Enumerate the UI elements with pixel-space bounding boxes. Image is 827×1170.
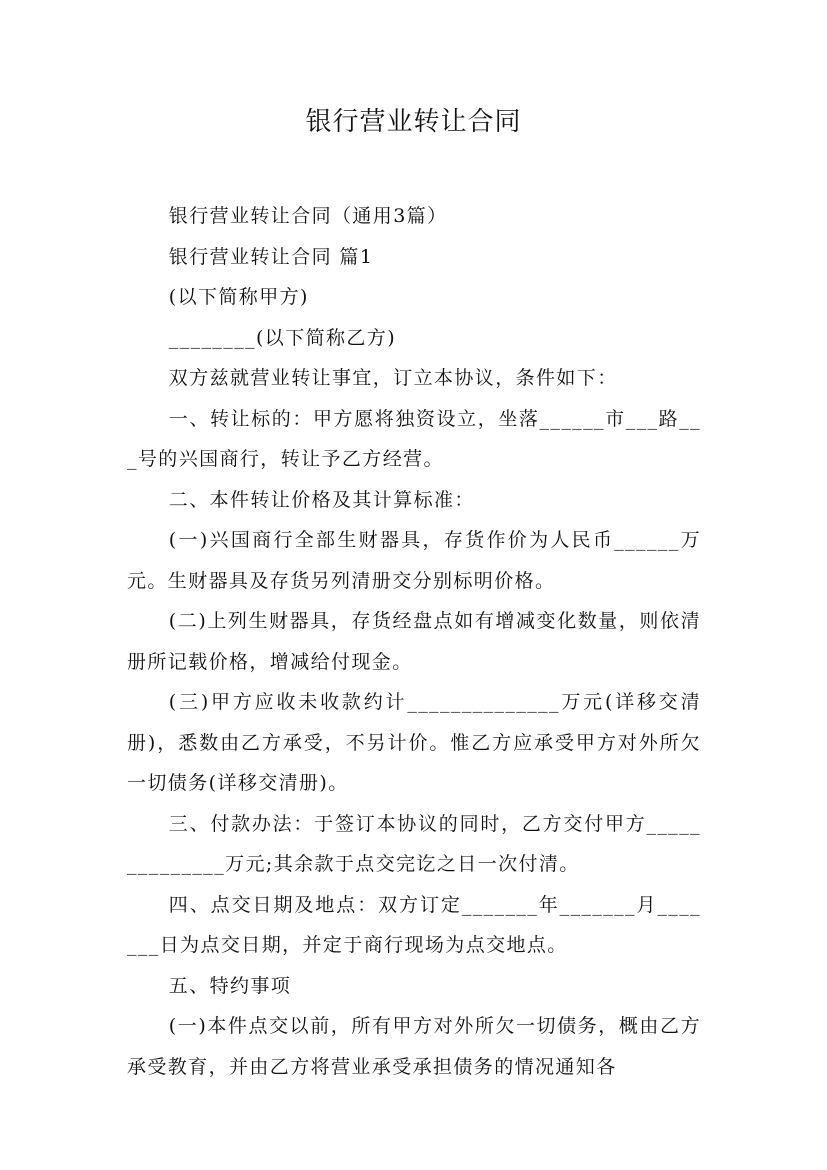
document-body bbox=[127, 196, 701, 1087]
paragraph-clause-2-3: (三)甲方应收未收款约计______________万元(详移交清册)，悉数由乙方承受，不另计价。惟乙方应承受甲方对外所欠一切债务(详移交清册)。 bbox=[127, 691, 701, 794]
paragraph-clause-3: 三、付款办法：于签订本协议的同时，乙方交付甲方______________万元;其余款于点交完讫之日一次付清。 bbox=[127, 812, 701, 875]
paragraph-section-heading: 银行营业转让合同 篇1 bbox=[168, 245, 374, 268]
paragraph-clause-5: 五、特约事项 bbox=[168, 974, 292, 997]
paragraph-party-b: ________(以下简称乙方) bbox=[168, 326, 397, 349]
paragraph-clause-4: 四、点交日期及地点：双方订定_______年_______月_______日为点交日期，并定于商行现场为点交地点。 bbox=[127, 893, 701, 956]
paragraph-clause-1: 一、转让标的：甲方愿将独资设立，坐落______市___路___号的兴国商行，转让予乙方经营。 bbox=[127, 407, 701, 470]
paragraph-clause-5-1: (一)本件点交以前，所有甲方对外所欠一切债务，概由乙方承受教育，并由乙方将营业承受承担债务的情况通知各 bbox=[127, 1015, 701, 1078]
paragraph-clause-2-1: (一)兴国商行全部生财器具，存货作价为人民币______万元。生财器具及存货另列清册交分别标明价格。 bbox=[127, 529, 701, 592]
paragraph-clause-2: 二、本件转让价格及其计算标准： bbox=[168, 488, 475, 511]
document-title: 银行营业转让合同 bbox=[305, 107, 522, 137]
paragraph-intro: 双方兹就营业转让事宜，订立本协议，条件如下： bbox=[168, 367, 618, 389]
paragraph-subtitle: 银行营业转让合同（通用3篇） bbox=[168, 205, 448, 227]
paragraph-clause-2-2: (二)上列生财器具，存货经盘点如有增减变化数量，则依清册所记载价格，增减给付现金。 bbox=[127, 610, 701, 673]
paragraph-party-a: (以下简称甲方) bbox=[168, 286, 309, 308]
